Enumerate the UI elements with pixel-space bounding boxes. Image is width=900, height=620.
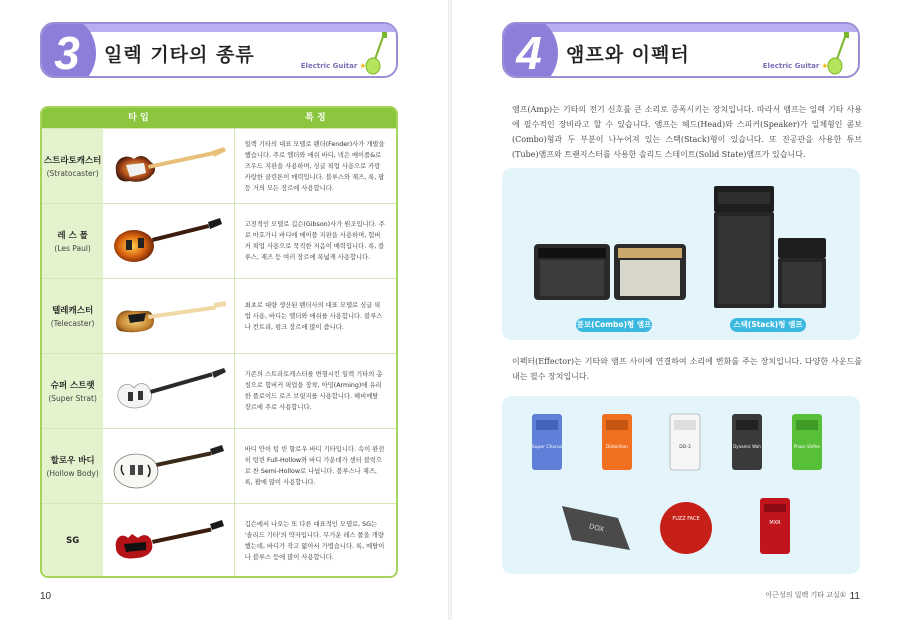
- sg-image: [108, 516, 228, 566]
- combo-amp-label: 콤보(Combo)형 앰프: [576, 318, 652, 332]
- page-number-right: 11: [849, 591, 860, 602]
- chapter-title: 일렉 기타의 종류: [104, 44, 255, 66]
- guitar-name-cell: [42, 204, 103, 278]
- guitar-name-cell: [42, 429, 103, 503]
- pedal-label: Dynamic Wah: [733, 444, 761, 449]
- guitar-name-cell: [42, 504, 103, 578]
- guitar-desc: 고전적인 모델로 깁슨(Gibson)사가 원조입니다. 주로 마호가니 바디에 메이플 지판을 사용하며, 험버커 픽업 사용으로 묵직한 저음이 매력입니다. 록, 블루스, 재즈 등 여러 장르에 폭넓게 사용합니다.: [244, 221, 385, 261]
- amp-image-box: [502, 168, 860, 340]
- guitar-name-ko: 텔레캐스터: [52, 306, 94, 316]
- banner-tag: Electric Guitar ★: [300, 62, 366, 70]
- pedal-label: Phase Shifter: [793, 444, 821, 449]
- pedal-label: DD-3: [679, 445, 691, 450]
- chapter-number: 4: [502, 22, 558, 78]
- guitar-image-cell: [103, 429, 234, 503]
- pedal-label: Super Chorus: [531, 445, 563, 450]
- guitar-name-ko: 레 스 폴: [57, 231, 88, 241]
- table-row: [42, 128, 396, 203]
- table-header: [42, 108, 396, 128]
- stack-amp-label: 스택(Stack)형 앰프: [730, 318, 806, 332]
- table-row: [42, 278, 396, 353]
- guitar-image-cell: [103, 204, 234, 278]
- book-spine: [448, 0, 452, 620]
- guitar-desc: 바디 안이 텅 빈 할로우 바디 기타입니다. 속이 완전히 텅빈 Full-Hollow와 바디 가운데가 센터 블럭으로 찬 Semi-Hollow로 나뉩니다. 블루스나 재즈, 록, 팝에 많이 사용합니다.: [244, 446, 385, 486]
- pedal-label: MXR: [769, 520, 781, 526]
- effector-paragraph: 이펙터(Effector)는 기타와 앰프 사이에 연결하여 소리에 변화를 주는 장치입니다. 다양한 사운드를 내는 필수 장치입니다.: [512, 357, 862, 381]
- guitar-types-table: [40, 106, 398, 578]
- chapter-title: 앰프와 이펙터: [566, 44, 690, 66]
- stratocaster-image: [108, 141, 228, 191]
- table-row: [42, 428, 396, 503]
- banner-stripe: [42, 24, 396, 32]
- guitar-desc: 최초로 대량 생산된 펜더사의 대표 모델로 싱글 픽업 사용, 바디는 엘더와 애쉬를 사용합니다. 블루스나 컨트리, 펑크 장르에 많이 씁니다.: [244, 301, 383, 331]
- guitar-name-ko: 할로우 바디: [50, 456, 95, 466]
- guitar-image-cell: [103, 354, 234, 428]
- header-type: 타 입: [128, 113, 149, 123]
- guitar-name-en: (Stratocaster): [46, 169, 99, 178]
- banner-stripe: [504, 24, 858, 32]
- guitar-image-cell: [103, 129, 234, 203]
- telecaster-image: [108, 291, 228, 341]
- chapter-banner-3: [40, 22, 398, 78]
- table-row: [42, 503, 396, 578]
- guitar-desc: 일렉 기타의 대표 모델로 펜더(Fender)사가 개발을 했습니다. 주로 엘더와 애쉬 바디, 넥은 메이플&로즈우드 지판을 사용하며, 싱글 픽업 사용으로 카랑카랑한 클린톤이 매력입니다. 블루스와 재즈, 록, 팝 등 거의 모든 장르에 사용합니다.: [244, 140, 385, 192]
- les-paul-image: [108, 216, 228, 266]
- footer-book-title: 이근성의 일렉 기타 교실①: [765, 591, 846, 599]
- guitar-desc: 기존의 스트라토캐스터를 변형시킨 일렉 기타의 총칭으로 험버커 픽업을 장착, 아밍(Arming)에 유리한 플로이드 로즈 브릿지를 사용합니다. 헤비메탈 장르에 주로 사용합니다.: [244, 371, 383, 411]
- guitar-name-ko: 슈퍼 스트랫: [50, 381, 95, 391]
- effector-image-box: [502, 396, 860, 574]
- page-number-left: 10: [40, 591, 52, 602]
- guitar-image-cell: [103, 279, 234, 353]
- guitar-name-en: (Hollow Body): [46, 469, 99, 478]
- pedal-label: FUZZ FACE: [672, 516, 700, 522]
- pedal-label: Distortion: [605, 445, 629, 450]
- guitar-name-en: (Telecaster): [50, 319, 95, 328]
- hollow-body-image: [108, 441, 228, 491]
- guitar-name-cell: [42, 279, 103, 353]
- super-strat-image: [108, 366, 228, 416]
- guitar-image-cell: [103, 504, 234, 578]
- guitar-mini-icon: [364, 32, 390, 76]
- header-features: 특 징: [305, 113, 326, 123]
- effector-pedals-illustration: [502, 396, 860, 574]
- guitar-name-cell: [42, 354, 103, 428]
- guitar-desc: 깁슨에서 나오는 또 다른 대표적인 모델로, SG는 '솔리드 기타'의 약자입니다. 무거운 레스 폴을 개량했는데, 바디가 작고 얇아서 가볍습니다. 록, 메탈이나 블루스 등에 많이 사용합니다.: [244, 521, 385, 561]
- guitar-name-en: (Les Paul): [54, 244, 91, 253]
- amp-paragraph: 앰프(Amp)는 기타의 전기 신호를 큰 소리로 증폭시키는 장치입니다. 따라서 앰프는 일렉 기타 사용에 필수적인 장비라고 할 수 있습니다. 앰프는 헤드(Head)와 스피커(Speaker)가 일체형인 콤보(Combo)형과 두 부분이 나누어져 있는 스택(Stack)형이 있습니다. 또 진공관을 사용한 튜브(Tube)앰프와 트랜지스터를 사용한 솔리드 스테이트(Solid State)앰프가 있습니다.: [512, 105, 862, 159]
- table-row: [42, 353, 396, 428]
- banner-tag: Electric Guitar ★: [762, 62, 828, 70]
- amps-illustration: [502, 168, 860, 340]
- chapter-number: 3: [40, 22, 96, 78]
- guitar-mini-icon: [826, 32, 852, 76]
- guitar-name-en: (Super Strat): [48, 394, 97, 403]
- chapter-banner-4: [502, 22, 860, 78]
- guitar-name-ko: SG: [66, 536, 80, 546]
- guitar-name-cell: [42, 129, 103, 203]
- pedal-label: DOX: [588, 522, 605, 534]
- table-row: [42, 203, 396, 278]
- guitar-name-ko: 스트라토캐스터: [43, 156, 102, 166]
